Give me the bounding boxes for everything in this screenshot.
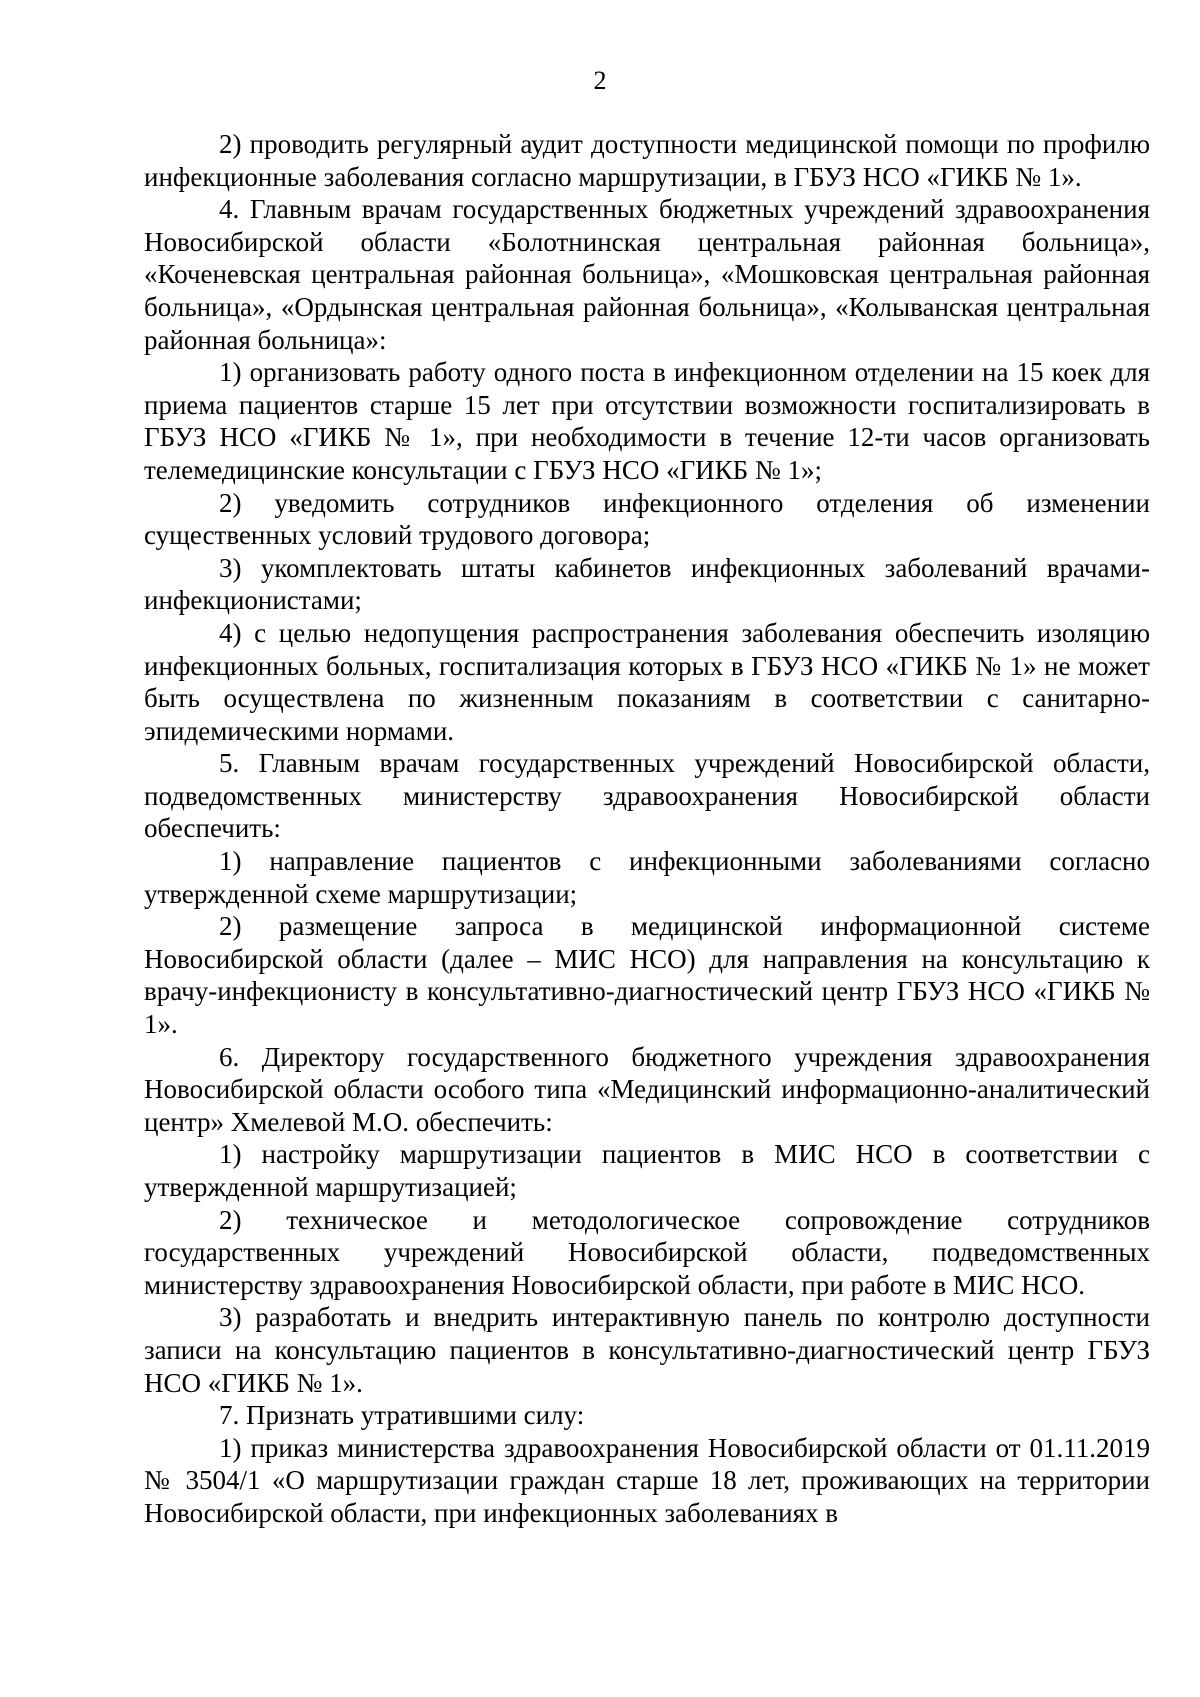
paragraph-6-1-routing-setup: 1) настройку маршрутизации пациентов в МИС НСО в соответствии с утвержденной маршрутизацией;: [144, 1139, 1150, 1202]
paragraph-6-3-dashboard: 3) разработать и внедрить интерактивную панель по контролю доступности записи на консультацию пациентов в консультативно-диагностический центр ГБУЗ НСО «ГИКБ № 1».: [144, 1302, 1150, 1398]
paragraph-4-1-organize-post: 1) организовать работу одного поста в инфекционном отделении на 15 коек для приема пациентов старше 15 лет при отсутствии возможности госпитализировать в ГБУЗ НСО «ГИКБ № 1», при необходимости в течение 12-ти часов организовать телемедицинские консультации с ГБУЗ НСО «ГИКБ № 1»;: [144, 357, 1150, 485]
paragraph-5-chief-doctors-state: 5. Главным врачам государственных учреждений Новосибирской области, подведомственных министерству здравоохранения Новосибирской области обеспечить:: [144, 748, 1150, 844]
paragraph-7-1-order: 1) приказ министерства здравоохранения Новосибирской области от 01.11.2019 № 3504/1 «О маршрутизации граждан старше 18 лет, проживающих на территории Новосибирской области, при инфекционных заболеваниях в: [144, 1432, 1150, 1528]
paragraph-5-2-mis-request: 2) размещение запроса в медицинской информационной системе Новосибирской области (далее – МИС НСО) для направления на консультацию к врачу-инфекционисту в консультативно-диагностический центр ГБУЗ НСО «ГИКБ № 1».: [144, 911, 1150, 1040]
paragraph-7-repeal: 7. Признать утратившими силу:: [219, 1400, 585, 1431]
paragraph-3-2-audit: 2) проводить регулярный аудит доступности медицинской помощи по профилю инфекционные заболевания согласно маршрутизации, в ГБУЗ НСО «ГИКБ № 1».: [144, 129, 1150, 192]
paragraph-4-4-isolation: 4) с целью недопущения распространения заболевания обеспечить изоляцию инфекционных больных, госпитализация которых в ГБУЗ НСО «ГИКБ № 1» не может быть осуществлена по жизненным показаниям в соответствии с санитарно-эпидемическими нормами.: [144, 617, 1150, 746]
paragraph-4-chief-doctors-crh: 4. Главным врачам государственных бюджетных учреждений здравоохранения Новосибирской области «Болотнинская центральная районная больница», «Коченевская центральная районная больница», «Мошковская центральная районная больница», «Ордынская центральная районная больница», «Колыванская центральная районная больница»:: [144, 194, 1150, 355]
paragraph-4-3-staffing: 3) укомплектовать штаты кабинетов инфекционных заболеваний врачами-инфекционистами;: [144, 552, 1150, 616]
paragraph-6-2-support: 2) техническое и методологическое сопровождение сотрудников государственных учреждений Новосибирской области, подведомственных министерству здравоохранения Новосибирской области, при работе в МИС НСО.: [144, 1204, 1150, 1300]
paragraph-6-director-miac: 6. Директору государственного бюджетного учреждения здравоохранения Новосибирской области особого типа «Медицинский информационно-аналитический центр» Хмелевой М.О. обеспечить:: [144, 1041, 1150, 1137]
paragraph-4-2-notify-staff: 2) уведомить сотрудников инфекционного отделения об изменении существенных условий трудового договора;: [144, 487, 1150, 551]
page-number: 2: [593, 66, 607, 95]
paragraph-5-1-referral: 1) направление пациентов с инфекционными заболеваниями согласно утвержденной схеме маршрутизации;: [144, 846, 1150, 909]
document-body: [144, 128, 1150, 1530]
